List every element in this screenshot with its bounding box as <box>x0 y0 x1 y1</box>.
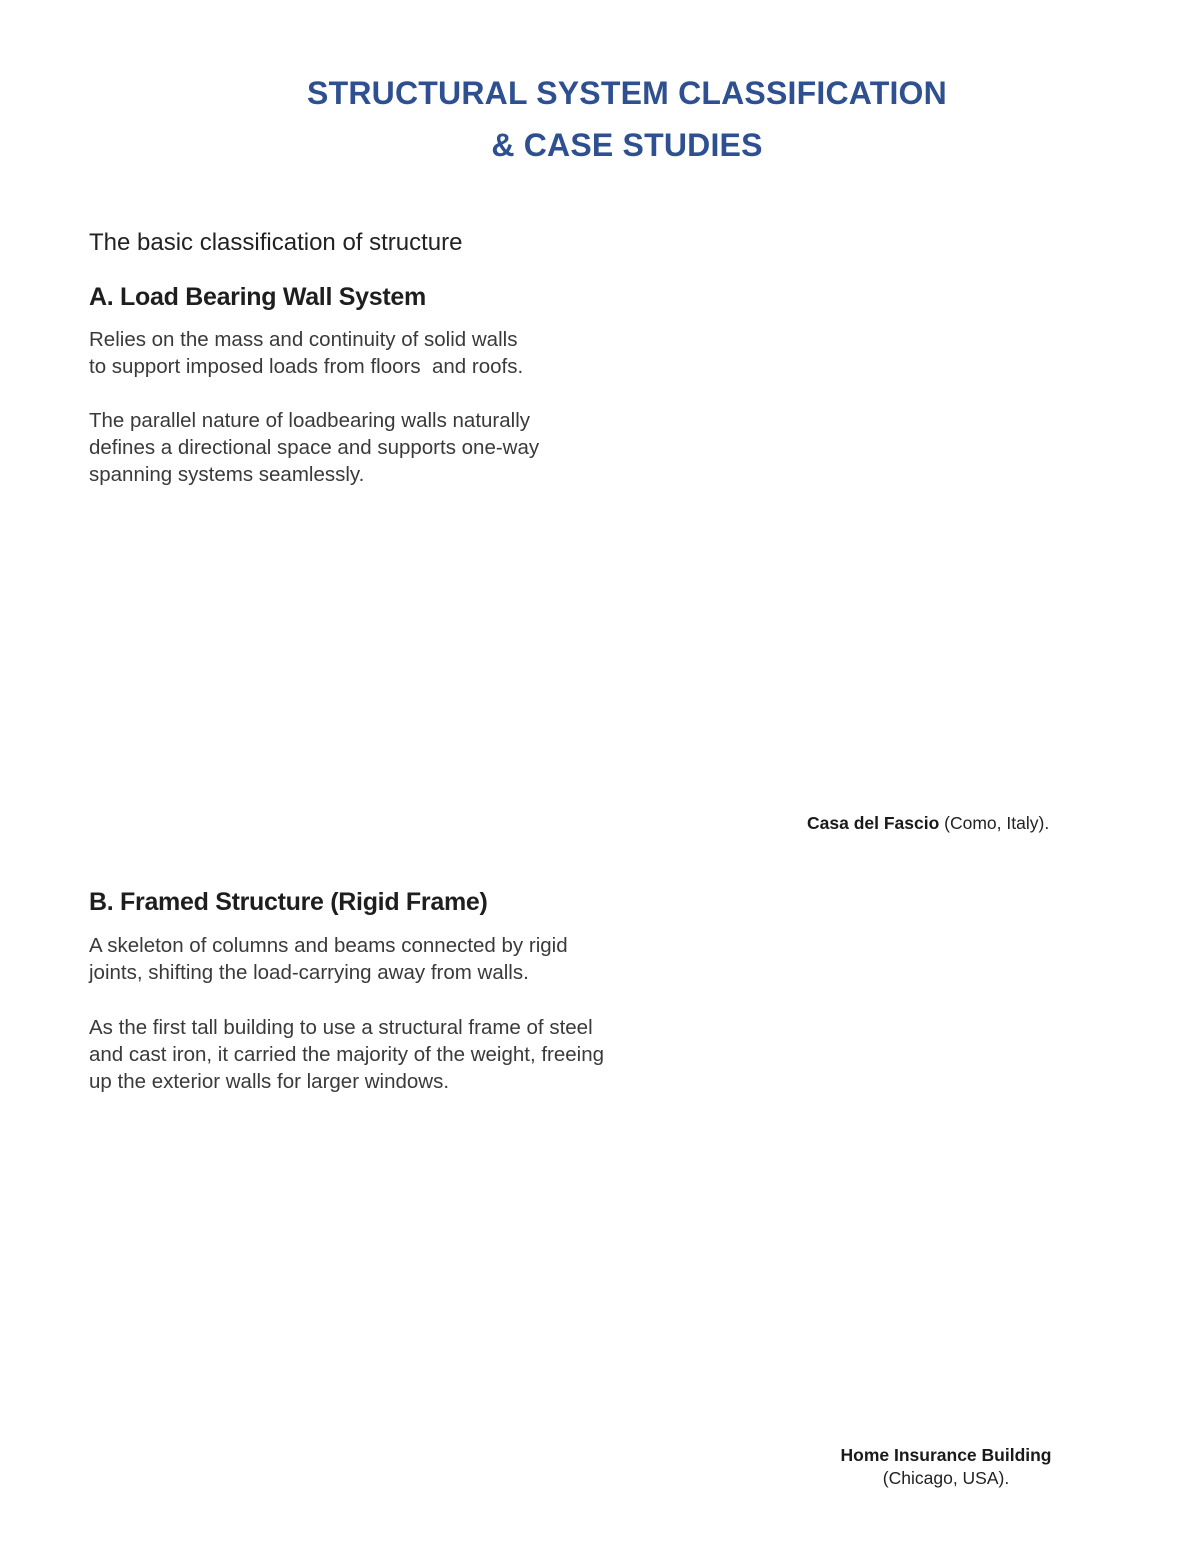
section-a-heading: A. Load Bearing Wall System <box>89 283 426 311</box>
caption-building-name: Home Insurance Building <box>840 1445 1052 1465</box>
title-line-2: & CASE STUDIES <box>491 127 763 163</box>
intro-heading: The basic classification of structure <box>89 229 463 256</box>
caption-building-name: Casa del Fascio <box>807 813 940 833</box>
section-b-caption <box>826 1445 1066 1489</box>
title-line-1: STRUCTURAL SYSTEM CLASSIFICATION <box>307 75 947 111</box>
document-title <box>0 67 1200 171</box>
caption-location: (Chicago, USA). <box>882 1468 1010 1488</box>
section-a-caption <box>807 813 1049 834</box>
section-a-paragraph-2: The parallel nature of loadbearing walls naturally defines a directional space and supports one-way spanning systems seamlessly. <box>89 409 540 486</box>
section-a-paragraph-1: Relies on the mass and continuity of solid walls to support imposed loads from floors and roofs. <box>89 328 524 378</box>
section-b-paragraph-1: A skeleton of columns and beams connected by rigid joints, shifting the load-carrying away from walls. <box>89 934 568 984</box>
section-b-heading: B. Framed Structure (Rigid Frame) <box>89 888 488 916</box>
caption-location: (Como, Italy). <box>939 813 1050 833</box>
section-b-paragraph-2: As the first tall building to use a structural frame of steel and cast iron, it carried the majority of the weight, freeing up the exterior walls for larger windows. <box>89 1016 605 1093</box>
